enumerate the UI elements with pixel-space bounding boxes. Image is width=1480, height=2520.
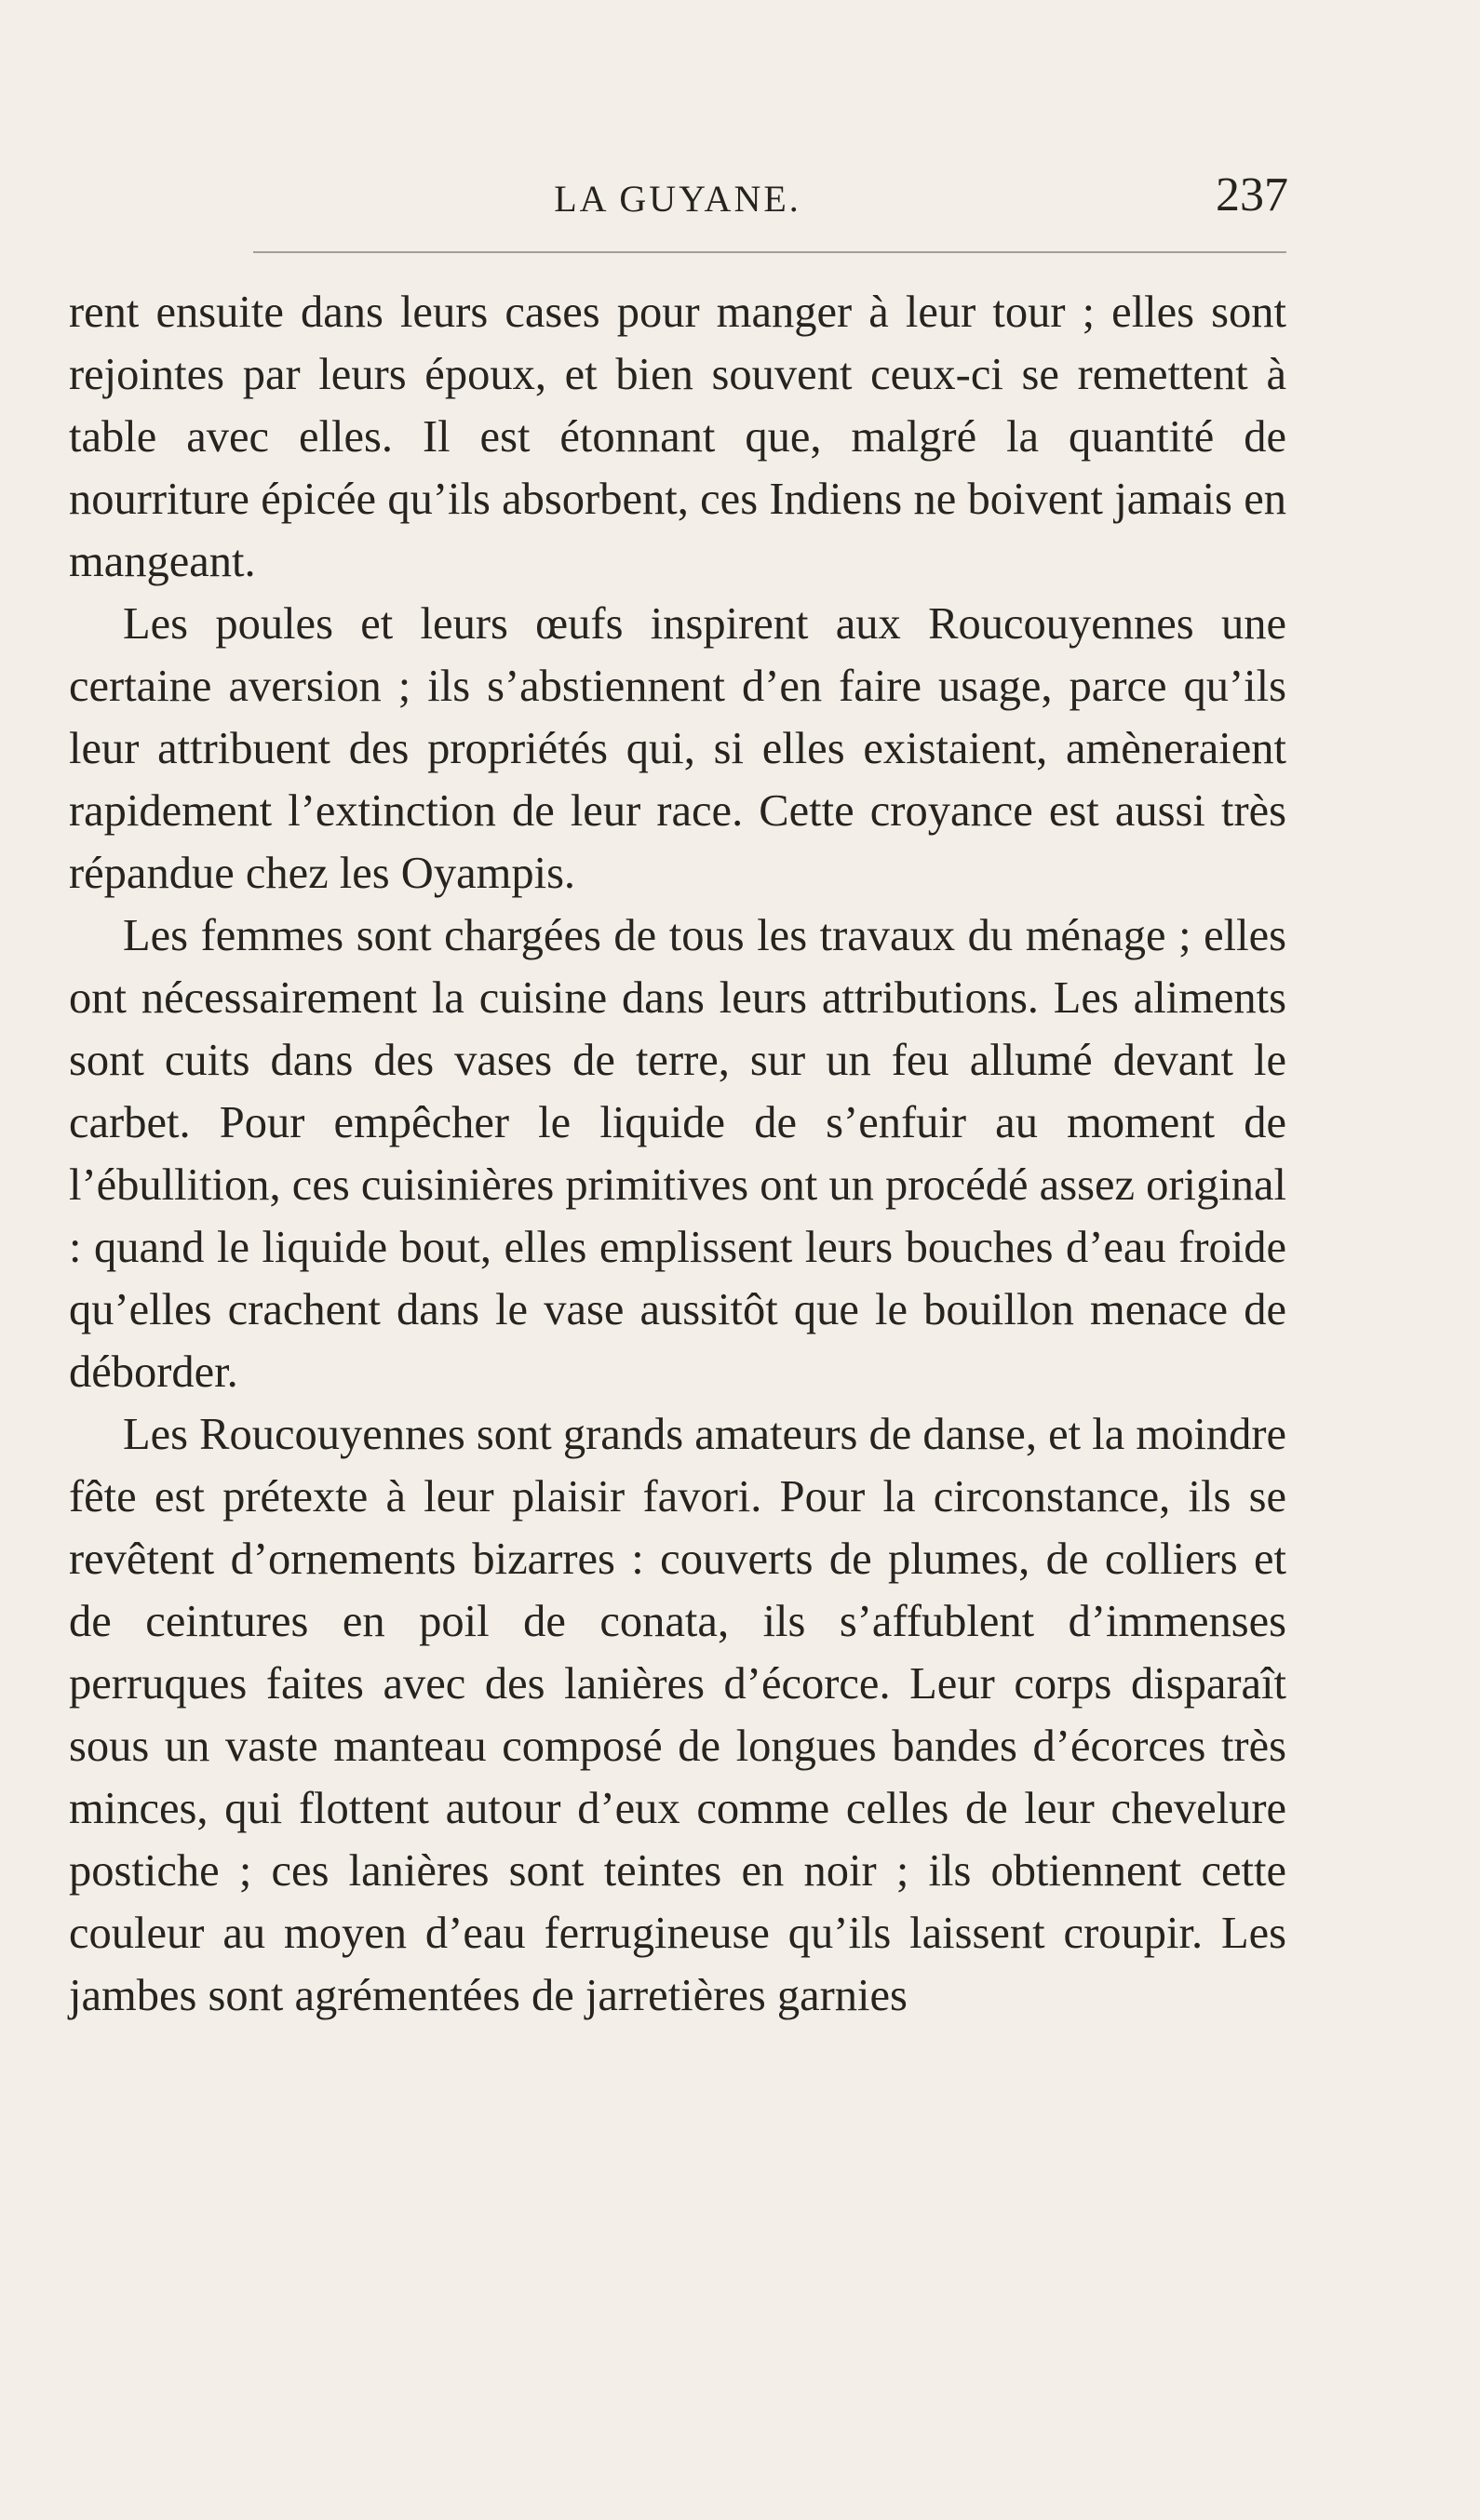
running-title: LA GUYANE. [554, 178, 801, 220]
paragraph-continued: rent ensuite dans leurs cases pour manger à leur tour ; elles sont rejointes par leurs époux, et bien souvent ceux-ci se remettent à table avec elles. Il est étonnant que, malgré la quantité de nourriture épicée qu’ils absorbent, ces Indiens ne boivent jamais en mangeant. [69, 288, 1286, 586]
page-number: 237 [1216, 168, 1288, 221]
paragraph-danse: Les Roucouyennes sont grands amateurs de danse, et la moindre fête est prétexte à leur plaisir favori. Pour la circonstance, ils se revêtent d’ornements bizarres : couverts de plumes, de colliers et de ceintures en poil de conata, ils s’affublent d’immenses perruques faites avec des lanières d’écorce. Leur corps disparaît sous un vaste manteau composé de longues bandes d’écorces très minces, qui flottent autour d’eux comme celles de leur chevelure postiche ; ces lanières sont teintes en noir ; ils obtiennent cette couleur au moyen d’eau ferrugineuse qu’ils laissent croupir. Les jambes sont agrémentées de jarretières garnies [69, 1410, 1286, 2020]
page-header [67, 164, 1288, 229]
header-rule [253, 251, 1286, 253]
paragraph-femmes: Les femmes sont chargées de tous les travaux du ménage ; elles ont nécessairement la cuisine dans leurs attributions. Les aliments sont cuits dans des vases de terre, sur un feu allumé devant le carbet. Pour empêcher le liquide de s’enfuir au moment de l’ébullition, ces cuisinières primitives ont un procédé assez original : quand le liquide bout, elles emplissent leurs bouches d’eau froide qu’elles crachent dans le vase aussitôt que le bouillon menace de déborder. [69, 911, 1286, 1397]
paragraph-poules: Les poules et leurs œufs inspirent aux Roucouyennes une certaine aversion ; ils s’abstiennent d’en faire usage, parce qu’ils leur attribuent des propriétés qui, si elles existaient, amèneraient rapidement l’extinction de leur race. Cette croyance est aussi très répandue chez les Oyampis. [69, 599, 1286, 898]
body-text [69, 281, 1286, 2027]
